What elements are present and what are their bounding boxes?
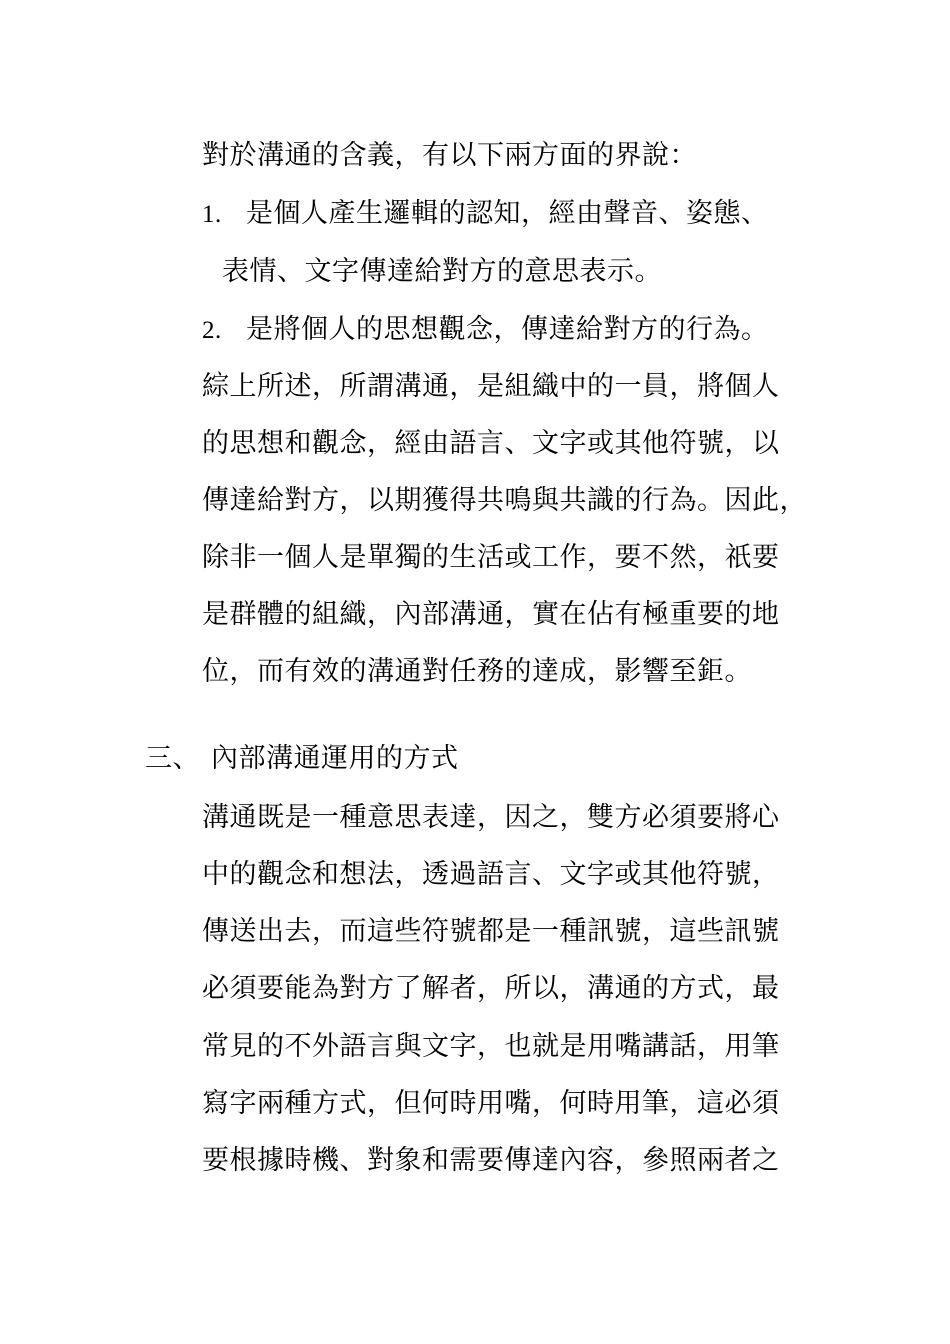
list-item-2	[202, 310, 769, 351]
section-number: 三、	[145, 743, 200, 774]
body-line: 要根據時機、對象和需要傳達內容，參照兩者之	[202, 1145, 780, 1176]
body-line: 寫字兩種方式，但何時用嘴，何時用筆，這必須	[202, 1088, 780, 1119]
section-title: 內部溝通運用的方式	[211, 743, 459, 774]
body-line: 常見的不外語言與文字，也就是用嘴講話，用筆	[202, 1031, 780, 1062]
body-line: 溝通既是一種意思表達，因之，雙方必須要將心	[202, 802, 780, 833]
list-item-1-continuation: 表情、文字傳達給對方的意思表示。	[222, 256, 662, 287]
summary-line: 綜上所述，所謂溝通，是組織中的一員，將個人	[202, 371, 780, 402]
summary-line: 的思想和觀念，經由語言、文字或其他符號，以	[202, 428, 780, 459]
body-line: 必須要能為對方了解者，所以，溝通的方式，最	[202, 973, 780, 1004]
summary-line: 位，而有效的溝通對任務的達成，影響至鉅。	[202, 656, 752, 687]
list-item-1-number: 1.	[202, 201, 222, 228]
list-item-2-text: 是將個人的思想觀念，傳達給對方的行為。	[246, 314, 769, 345]
list-item-1	[202, 194, 769, 235]
summary-line: 除非一個人是單獨的生活或工作，要不然，祇要	[202, 542, 780, 573]
intro-lead: 對於溝通的含義，有以下兩方面的界說：	[202, 140, 697, 171]
body-line: 中的觀念和想法，透過語言、文字或其他符號，	[202, 859, 780, 890]
summary-line: 是群體的組織，內部溝通，實在佔有極重要的地	[202, 599, 780, 630]
summary-line: 傳達給對方，以期獲得共鳴與共識的行為。因此，	[202, 485, 807, 516]
list-item-2-number: 2.	[202, 317, 222, 344]
list-item-1-text: 是個人產生邏輯的認知，經由聲音、姿態、	[246, 198, 769, 229]
section-heading	[145, 739, 459, 779]
body-line: 傳送出去，而這些符號都是一種訊號，這些訊號	[202, 916, 780, 947]
